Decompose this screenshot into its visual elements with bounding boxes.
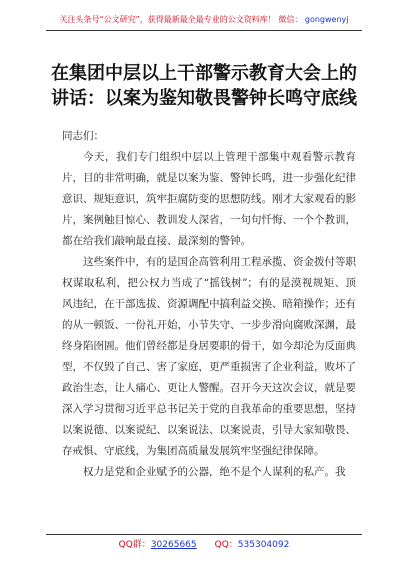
- qq-group-number: 30265665: [150, 540, 197, 550]
- header-notice: 关注头条号“公文研究”，获得最新最全最专业的公文资料库！: [59, 15, 276, 24]
- qq-number: 535304092: [237, 540, 290, 550]
- qq-group-label: QQ群：: [118, 540, 151, 550]
- wechat-id: gongwenyj: [304, 15, 349, 24]
- footer-divider: [46, 534, 362, 535]
- wechat-label: 微信：: [278, 15, 303, 24]
- header-banner: [0, 14, 408, 26]
- body-paragraph-1: 今天，我们专门组织中层以上管理干部集中观看警示教育片，目的非常明确，就是以案为鉴、警钟长鸣，进一步强化纪律意识、规矩意识，筑牢拒腐防变的思想防线。刚才大家观看的影片，案例触目惊心、教训发人深省，一句句忏悔、一个个教训，都在给我们敲响最直接、最深刻的警钟。: [62, 151, 356, 247]
- qq-label: QQ：: [214, 540, 238, 550]
- footer: [0, 538, 408, 552]
- body-paragraph-3: 权力是党和企业赋予的公器，绝不是个人谋利的私产。我: [83, 466, 346, 478]
- header-divider: [46, 30, 362, 31]
- body-paragraph-2: 这些案件中，有的是国企高管利用工程承揽、资金拨付等职权谋取私利，把公权力当成了“摇钱树”；有的是漠视规矩、顶风违纪，在干部选拔、资源调配中搞利益交换、暗箱操作；还有的从一顿饭、一份礼开始，小节失守、一步步滑向腐败深渊，最终身陷囹圄。他们曾经都是身居要职的骨干，如今却沦为反面典型，不仅毁了自己、害了家庭，更严重损害了企业利益，败坏了政治生态，让人痛心、更让人警醒。召开今天这次会议，就是要深入学习贯彻习近平总书记关于党的自我革命的重要思想，坚持以案说德、以案说纪、以案说法、以案说责，引导大家知敬畏、存戒惧、守底线，为集团高质量发展筑牢坚强纪律保障。: [62, 256, 356, 457]
- document-body: [62, 126, 356, 483]
- document-title: 在集团中层以上干部警示教育大会上的讲话：以案为鉴知敬畏警钟长鸣守底线: [51, 63, 357, 109]
- salutation: 同志们：: [62, 130, 104, 142]
